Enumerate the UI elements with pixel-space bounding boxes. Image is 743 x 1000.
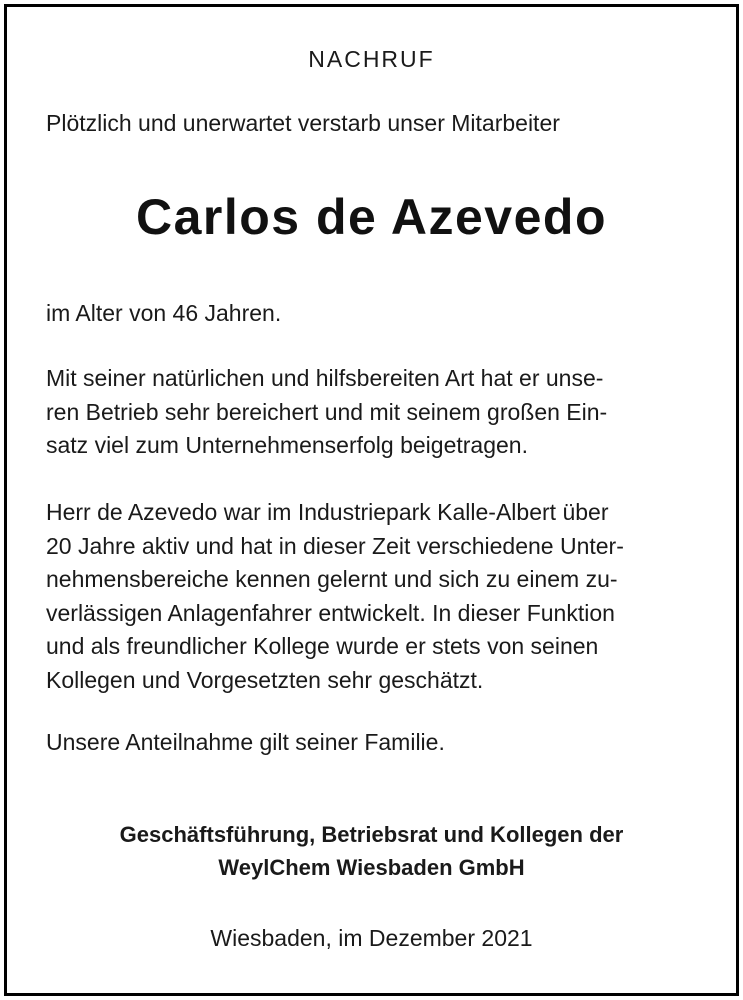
deceased-name: Carlos de Azevedo bbox=[135, 189, 607, 245]
paragraph-two-line: Herr de Azevedo war im Industriepark Kalle-Albert über bbox=[46, 499, 609, 525]
condolence-line: Unsere Anteilnahme gilt seiner Familie. bbox=[46, 729, 445, 755]
paragraph-two-line: und als freundlicher Kollege wurde er stets von seinen bbox=[46, 633, 599, 659]
paragraph-two-line: nehmensbereiche kennen gelernt und sich zu einem zu- bbox=[46, 566, 618, 592]
signature-company: WeylChem Wiesbaden GmbH bbox=[218, 855, 525, 880]
age-line bbox=[46, 297, 706, 331]
signature-line: Geschäftsführung, Betriebsrat und Kollegen der bbox=[119, 822, 624, 847]
paragraph-two-line: 20 Jahre aktiv und hat in dieser Zeit verschiedene Unter- bbox=[46, 532, 624, 559]
place-date: Wiesbaden, im Dezember 2021 bbox=[210, 925, 533, 951]
paragraph-three bbox=[46, 726, 706, 760]
paragraph-one-line: Mit seiner natürlichen und hilfsbereiten Art hat er unse- bbox=[46, 365, 604, 391]
paragraph-two-line: verlässigen Anlagenfahrer entwickelt. In dieser Funktion bbox=[46, 599, 615, 626]
age-line-text: im Alter von 46 Jahren. bbox=[46, 300, 282, 326]
intro-line: Plötzlich und unerwartet verstarb unser Mitarbeiter bbox=[46, 110, 560, 136]
signature-block bbox=[0, 818, 743, 884]
paragraph-one-line: ren Betrieb sehr bereichert und mit seinem großen Ein- bbox=[46, 398, 608, 425]
paragraph-two bbox=[46, 496, 706, 697]
paragraph-one-line: satz viel zum Unternehmenserfolg beigetragen. bbox=[46, 432, 528, 458]
paragraph-one bbox=[46, 362, 706, 463]
paragraph-two-line: Kollegen und Vorgesetzten sehr geschätzt. bbox=[46, 666, 484, 693]
notice-heading: NACHRUF bbox=[308, 46, 435, 72]
